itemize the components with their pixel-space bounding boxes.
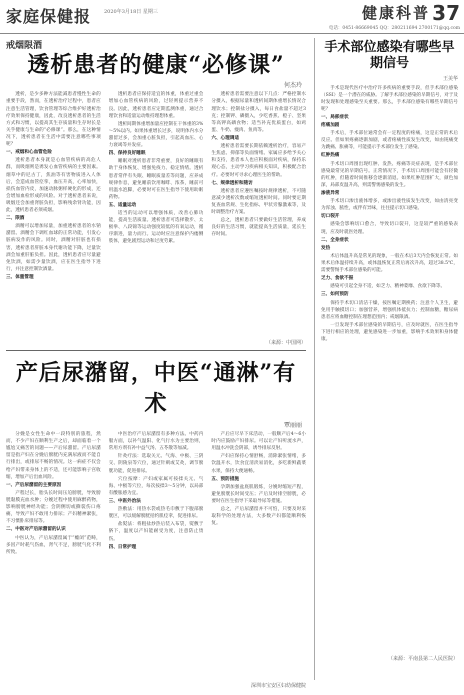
article-headline: 手术部位感染有哪些早期信号: [324, 40, 455, 72]
paragraph: 穴位按摩：产妇或家属可按揉关元、气海、中极等穴位，每次按揉3～5分钟，以局部有酸胀感为宜。: [108, 476, 204, 496]
paragraph: 适当的运动可以增强体质，改善心肺功能，提高生活质量。透析患者可选择散步、太极拳、八段锦等运动强度较低的有氧运动，循序渐进，量力而行。运动时应注意保护内瘘侧肢体，避免剧烈运动和过度劳累。: [108, 211, 204, 245]
paragraph: 孕期加强盆底肌锻炼，分娩时缩短产程，避免膀胱长时间受压；产后及时排空膀胱，必要时在医生指导下采取导尿等措施。: [211, 484, 306, 504]
subheading: 五、预防措施: [211, 476, 239, 482]
subheading: 四、日常护理: [108, 544, 137, 550]
paragraph: 产妇应保持心情舒畅，消除紧张情绪，多饮温开水，饮食宜清淡易消化，多吃新鲜蔬菜水果，保持大便通畅。: [211, 454, 306, 474]
paragraph: 盐熨法：将粗盐炒热后装入布袋，熨敷于脐下，温度以产妇能耐受为度，注意防止烫伤。: [108, 522, 204, 542]
paragraph: 产后应尽早下床活动，一般顺产后4～6小时内应鼓励产妇排尿。可以让产妇听流水声，用温水冲洗会阴部，诱导排尿反射。: [211, 432, 306, 452]
article-dialysis: [6, 38, 306, 338]
article-byline: 覃丽丽: [283, 422, 302, 429]
subheading: 渗液异常: [321, 191, 340, 197]
article-body: [321, 85, 458, 653]
subheading: 一、戒烟和心血管危险: [6, 150, 52, 156]
paragraph: 手术切口渗出液体增多，或渗出液性质发生改变，如由清亮变为浑浊、脓性，或伴有异味，往往提示切口感染。: [321, 199, 458, 212]
subheading: 红肿热痛: [321, 153, 340, 159]
article-byline: 何杰玲: [283, 82, 302, 90]
subheading: 三、体重管理: [6, 275, 34, 281]
paragraph: 手术后，手术部位通常会有一定程度的疼痛，这是正常的术后反应。但如果疼痛逐渐加剧，或者疼痛性质发生改变，如由钝痛变为跳痛、胀痛等，可能提示手术部位发生了感染。: [321, 131, 458, 151]
subheading: 五、适量运动: [108, 202, 137, 208]
subheading: 切口裂开: [321, 214, 340, 220]
body-column-3: [211, 91, 306, 282]
masthead: [0, 0, 464, 34]
paragraph: 分娩是女性生命中一段特别的旅程，然而，不少产妇在顺利生产之后，却面临着一个尴尬又痛苦的问题——产后尿潴留。产后尿潴留是指产妇在分娩后膀胱内充满尿液而不能自行排出，或排尿不畅的情况。这一病症不仅会给产妇带来身体上的不适，还可能影响子宫收缩，增加产后出血风险。: [6, 432, 101, 480]
body-column-1: [6, 91, 101, 282]
date-line: 2020年3月18日 星期三: [104, 9, 158, 15]
body-column-2: [109, 91, 204, 282]
divider: [6, 350, 306, 351]
subheading: 七、规律透析和随访: [211, 180, 253, 186]
paragraph: 针灸疗法：选取关元、气海、中极、三阴交、阴陵泉等穴位，通过针刺或艾灸，调节膀胱功能，促进排尿。: [108, 454, 204, 474]
body-column-3: [211, 431, 306, 557]
article-source: 深圳市宝安区妇幼保健院: [250, 683, 306, 689]
paragraph: 透析患者应遵医嘱按时规律透析，不可随意减少透析次数或缩短透析时间。同时要定期复查血常规、生化指标、甲状旁腺激素等，及时调整治疗方案。: [211, 188, 306, 216]
paragraph: 睡眠对透析患者非常重要，良好的睡眠有助于身体恢复、增强免疫力、稳定情绪。透析患者常伴有失眠、睡眠质量差等问题，应养成规律作息，避免睡前饮用咖啡、浓茶，睡前可用温水泡脚，必要时可在医生指导下使用助眠药物。: [108, 159, 204, 200]
paper-name: 家庭保健报: [6, 7, 92, 26]
subheading: 二、中医对产后尿潴留的认识: [6, 527, 66, 533]
section-name: 健康科普: [361, 4, 430, 22]
article-headline: 透析患者的健康“必修课”: [27, 52, 285, 78]
paragraph: 感染会影响切口愈合，导致切口裂开，这是较严重的感染表现，应及时就医处理。: [321, 222, 458, 235]
left-column: [6, 38, 306, 670]
article-headline: 产后尿潴留，中医“通淋”有术: [15, 360, 297, 417]
paragraph: 酒精可以增加尿量，加重透析患者的水钠潴留。酒精会下调红血球的正常功能，引发心脏病发作的风险。同时，酒精对肝脏也有损害，透析患者肝脏本身代谢功能下降，过量饮酒会加重肝脏负担。因此，透析患者应尽量避免饮酒，如需少量饮酒，应在医生指导下进行，并注意控制饮酒量。: [6, 224, 101, 272]
paragraph: 中医治疗产后尿潴留有多种方法。中药内服方面，以补气温阳、化气行水为主要治则，常用方剂有补中益气汤、五苓散等加减。: [108, 432, 204, 452]
article-byline: 王美华: [442, 75, 458, 82]
editor-contact: 电话：0451-86669045 QQ：280211694 2700171@qq.com: [328, 26, 460, 31]
article-postpartum: [6, 356, 306, 651]
subheading: 二、全身症状: [321, 237, 349, 243]
subheading: 一、产后尿潴留的主要原因: [6, 482, 62, 488]
subheading: 三、如何预防: [321, 292, 349, 298]
paragraph: 总之，产后尿潴留并不可怕，只要及时采取科学的处理方法，大多数产妇都能顺利恢复。: [211, 507, 306, 527]
subheading: 疼痛加剧: [321, 123, 340, 129]
subheading: 六、心理调适: [211, 135, 239, 141]
subheading: 乏力、食欲不振: [321, 276, 354, 282]
article-source: （来源：平南县第二人民医院）: [387, 655, 458, 662]
paragraph: 感染可引起全身不适，如乏力、精神萎靡、食欲下降等。: [330, 284, 446, 290]
paragraph: 保持手术切口清洁干燥，按医嘱定期换药；注意个人卫生，避免用手触摸切口；加强营养，增强机体抵抗力；控制血糖，糖尿病患者应将血糖控制在理想范围内；戒烟限酒。: [321, 300, 458, 320]
article-body: [6, 431, 306, 557]
paragraph: 一旦发现手术部位感染的早期信号，应及时就医，在医生指导下进行相应的处理，避免感染进一步加重，影响手术效果和身体健康。: [321, 322, 458, 343]
body-column-1: [6, 431, 101, 557]
subheading: 发热: [321, 245, 331, 251]
subheading: 二、限酒: [6, 216, 25, 222]
paragraph: 手术是现代医疗中治疗许多疾病的重要手段，但手术部位感染（SSI）是一个潜在的威胁。了解手术部位感染的早期信号，对于及时发现和处理感染至关重要。那么，手术部位感染有哪些早期信号呢？: [321, 85, 458, 112]
subheading: 三、中医外治法: [108, 498, 141, 504]
article-kicker: 戒烟限酒: [6, 41, 43, 51]
subheading: 一、局部症状: [321, 114, 349, 120]
subheading: 四、保持良好睡眠: [108, 151, 146, 157]
right-column: [314, 38, 458, 680]
paragraph: 透析间期体重增加量应控制在干体重的3%～5%以内。如果体重增长过多，说明体内水分潴留过多，会加重心脏负担，引起高血压、心力衰竭等并发症。: [108, 121, 204, 149]
body-column-2: [109, 431, 204, 557]
paragraph: 手术切口周围出现红肿、发热、疼痛等炎症表现，是手术部位感染最常见的早期信号。正常情况下，手术切口周围可能会有轻微的红肿，但随着时间推移会逐渐消退。如果红肿范围扩大，颜色加深，局部皮温升高，则需警惕感染的发生。: [321, 161, 458, 188]
paragraph: 热敷法：用热水袋或热毛巾敷于下腹部膀胱区，可以缓解膀胱括约肌痉挛，促进排尿。: [108, 507, 204, 520]
paragraph: 透析，是少多种方法能减患者慢性生命的重要手段，然而，在透析治疗过程中，患者应注意生活管理，饮食管理等综合维护好透析治疗效果保持健康，因此，改良透析患者的生活方式和习惯，以提高其生存质量和生存时长是关乎健康与生命的“必修课”。那么，在这种情况下，透析患者在生活中需要注意哪些事项呢？: [6, 92, 101, 148]
article-body: [6, 91, 306, 282]
paragraph: 透析患者需要长期依赖透析治疗，容易产生焦虑、抑郁等负面情绪。家属应多给予关心和支持，患者本人也应积极面对疾病，保持乐观心态，主动学习疾病相关知识，积极配合治疗。必要时可寻求心理医生的帮助。: [211, 144, 306, 178]
article-source: （来源：中国网）: [265, 340, 306, 346]
paragraph: 总之，透析患者只要做好生活管理，养成良好的生活习惯，就能提高生活质量，延长生存时间。: [211, 218, 306, 238]
paragraph: 中医认为，产后尿潴留属于“癃闭”范畴，多因产时耗气伤血，肾气不足，膀胱气化不利所致。: [6, 535, 101, 555]
paragraph: 透析患者本身就是心血管疾病的高危人群，而吸烟则是诱发心血管疾病的主要因素。烟草中的尼古丁，焦油等有害物质进入人体后，会造成血管痉挛，血压升高，心率加快，损伤血管内皮，加速动脉粥样硬化的形成，还会增加血栓形成的风险。对于透析患者来说，吸烟还会加重肾脏负担，影响残余肾功能，因此，透析患者必须戒烟。: [6, 158, 101, 214]
paragraph: 透析患者需要注意以下几点：严格控制水分摄入，根据尿量和透析间期体重增长情况合理饮水；控制盐分摄入，每日食盐量不超过3克；控制钾、磷摄入，少吃香蕉、橙子、坚果等高钾高磷食物；适当补充优质蛋白，如鸡蛋、牛奶、瘦肉、鱼肉等。: [211, 92, 306, 133]
paragraph: 产程过长，胎头长时间压迫膀胱，导致膀胱黏膜充血水肿；分娩过程中使用麻醉药物，影响膀胱神经功能；会阴侧切或撕裂伤口疼痛，导致产妇不敢用力排尿；产妇精神紧张，不习惯卧床排尿等。: [6, 490, 101, 525]
page-number: 37: [432, 1, 460, 25]
paragraph: 术后体温升高是常见的现象，一般在术后3天内会恢复正常。如果术后体温持续升高，或体温恢复正常后再次升高，超过38.5℃，需要警惕手术部位感染的可能。: [321, 253, 458, 274]
paragraph: 透析患者应保持适宜的体重，体重过重会增加心血管疾病的风险，过轻则提示营养不良。因此，透析患者应定期监测体重，通过合理饮食和适量运动维持理想体重。: [108, 92, 204, 119]
